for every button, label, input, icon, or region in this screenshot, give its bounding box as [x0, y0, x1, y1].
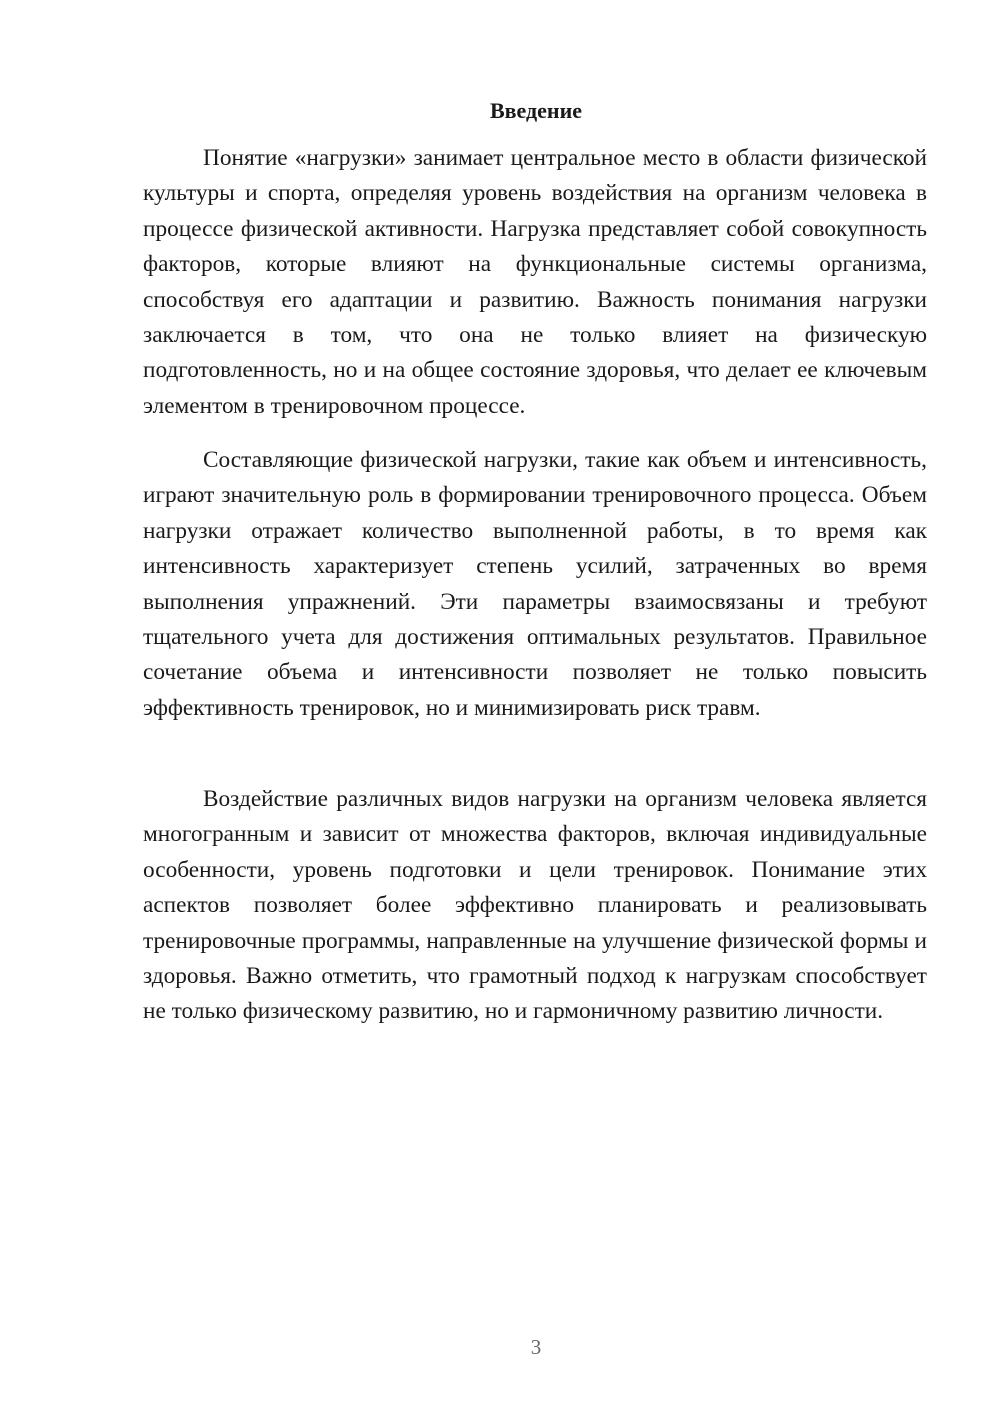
paragraph-3: Воздействие различных видов нагрузки на организм человека является многогранным и зависит от множества факторов, включая индивидуальные особенности, уровень подготовки и цели тренировок. Понимание этих аспектов позволяет более эффективно планировать и реализовывать тренировочные программы, направленные на улучшение физической формы и здоровья. Важно отметить, что грамотный подход к нагрузкам способствует не только физическому развитию, но и гармоничному развитию личности. [143, 786, 927, 1025]
page-number: 3 [530, 1335, 542, 1359]
paragraph-2: Составляющие физической нагрузки, такие как объем и интенсивность, играют значительную роль в формировании тренировочного процесса. Объем нагрузки отражает количество выполненной работы, в то время как интенсивность характеризует степень усилий, затраченных во время выполнения упражнений. Эти параметры взаимосвязаны и требуют тщательного учета для достижения оптимальных результатов. Правильное сочетание объема и интенсивности позволяет не только повысить эффективность тренировок, но и минимизировать риск травм. [143, 447, 927, 721]
paragraph-1: Понятие «нагрузки» занимает центральное место в области физической культуры и спорта, определяя уровень воздействия на организм человека в процессе физической активности. Нагрузка представляет собой совокупность факторов, которые влияют на функциональные системы организма, способствуя его адаптации и развитию. Важность понимания нагрузки заключается в том, что она не только влияет на физическую подготовленность, но и на общее состояние здоровья, что делает ее ключевым элементом в тренировочном процессе. [143, 145, 927, 419]
section-heading: Введение [489, 98, 583, 123]
